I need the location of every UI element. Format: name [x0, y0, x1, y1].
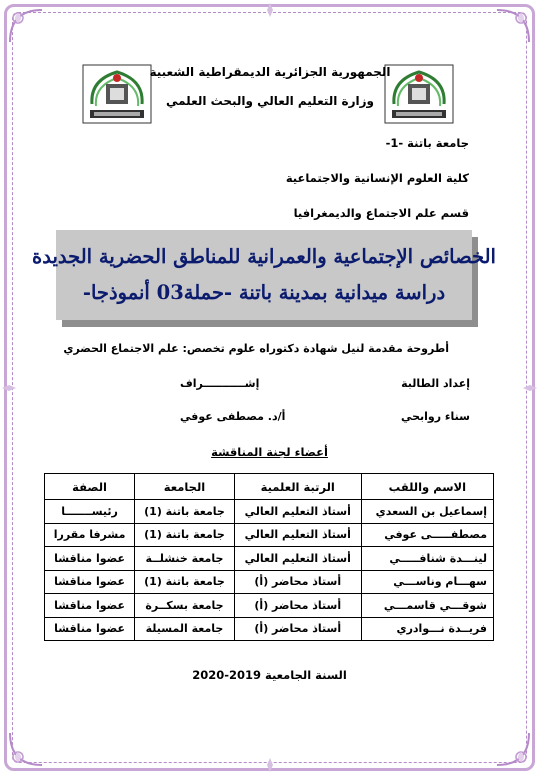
member-rank: أستاذ محاضر (أ): [234, 617, 361, 641]
member-role: عضوا مناقشا: [45, 570, 135, 594]
member-university: جامعة المسيلة: [135, 617, 235, 641]
member-name: سهـــام وناســـي: [361, 570, 493, 594]
member-rank: أستاذ التعليم العالي: [234, 547, 361, 571]
table-row: [45, 594, 494, 618]
floral-corner-icon: [6, 6, 46, 46]
academic-year: السنة الجامعية 2019-2020: [192, 668, 347, 682]
member-name: شوقـــي قاسمـــي: [361, 594, 493, 618]
table-row: [45, 547, 494, 571]
thesis-purpose: أطروحة مقدمة لنيل شهادة دكتوراه علوم تخصص: علم الاجتماع الحضري: [63, 342, 449, 355]
column-header-name: الاسم واللقب: [361, 474, 493, 500]
supervisor-name: أ/د. مصطفى عوفي: [180, 410, 286, 423]
member-role: عضوا مناقشا: [45, 547, 135, 571]
member-rank: أستاذ محاضر (أ): [234, 570, 361, 594]
ornament-icon: [1, 380, 17, 396]
prepared-by-label: إعداد الطالبة: [401, 377, 470, 390]
member-rank: أستاذ التعليم العالي: [234, 523, 361, 547]
university-name: جامعة باتنة -1-: [385, 136, 469, 150]
member-university: جامعة باتنة (1): [135, 570, 235, 594]
member-role: مشرفا مقررا: [45, 523, 135, 547]
member-rank: أستاذ التعليم العالي: [234, 500, 361, 524]
republic-title: الجمهورية الجزائرية الديمقراطية الشعبية: [149, 65, 391, 79]
committee-table: [44, 473, 494, 641]
table-row: [45, 523, 494, 547]
thesis-title-box: [32, 230, 496, 320]
floral-corner-icon: [6, 729, 46, 769]
table-row: [45, 500, 494, 524]
floral-corner-icon: [493, 6, 533, 46]
member-university: جامعة بسكــرة: [135, 594, 235, 618]
ornament-icon: [522, 380, 538, 396]
member-name: مصطفـــــى عوفي: [361, 523, 493, 547]
column-header-university: الجامعة: [135, 474, 235, 500]
member-university: جامعة خنشلــة: [135, 547, 235, 571]
thesis-title-line-1: الخصائص الإجتماعية والعمرانية للمناطق الحضرية الجديدة: [32, 245, 496, 268]
member-name: فريــدة نـــوادري: [361, 617, 493, 641]
member-name: إسماعيل بن السعدي: [361, 500, 493, 524]
ornament-icon: [262, 757, 278, 773]
table-header-row: [45, 474, 494, 500]
student-name: سناء روابحي: [400, 410, 470, 423]
member-rank: أستاذ محاضر (أ): [234, 594, 361, 618]
thesis-title-line-2: دراسة ميدانية بمدينة باتنة -حملة03 أنموذجا-: [82, 281, 446, 304]
column-header-role: الصفة: [45, 474, 135, 500]
member-role: عضوا مناقشا: [45, 594, 135, 618]
ministry-title: وزارة التعليم العالي والبحث العلمي: [165, 94, 375, 108]
table-row: [45, 570, 494, 594]
member-university: جامعة باتنة (1): [135, 523, 235, 547]
ornament-icon: [262, 2, 278, 18]
faculty-name: كلية العلوم الإنسانية والاجتماعية: [285, 171, 469, 185]
column-header-rank: الرتبة العلمية: [234, 474, 361, 500]
member-name: لينـــدة شنافـــــي: [361, 547, 493, 571]
department-name: قسم علم الاجتماع والديمغرافيا: [293, 206, 469, 220]
committee-title: أعضاء لجنة المناقشة: [211, 445, 328, 459]
member-role: رئيســـــــا: [45, 500, 135, 524]
member-role: عضوا مناقشا: [45, 617, 135, 641]
floral-corner-icon: [493, 729, 533, 769]
table-row: [45, 617, 494, 641]
member-university: جامعة باتنة (1): [135, 500, 235, 524]
supervision-label: إشـــــــــــراف: [180, 377, 260, 390]
